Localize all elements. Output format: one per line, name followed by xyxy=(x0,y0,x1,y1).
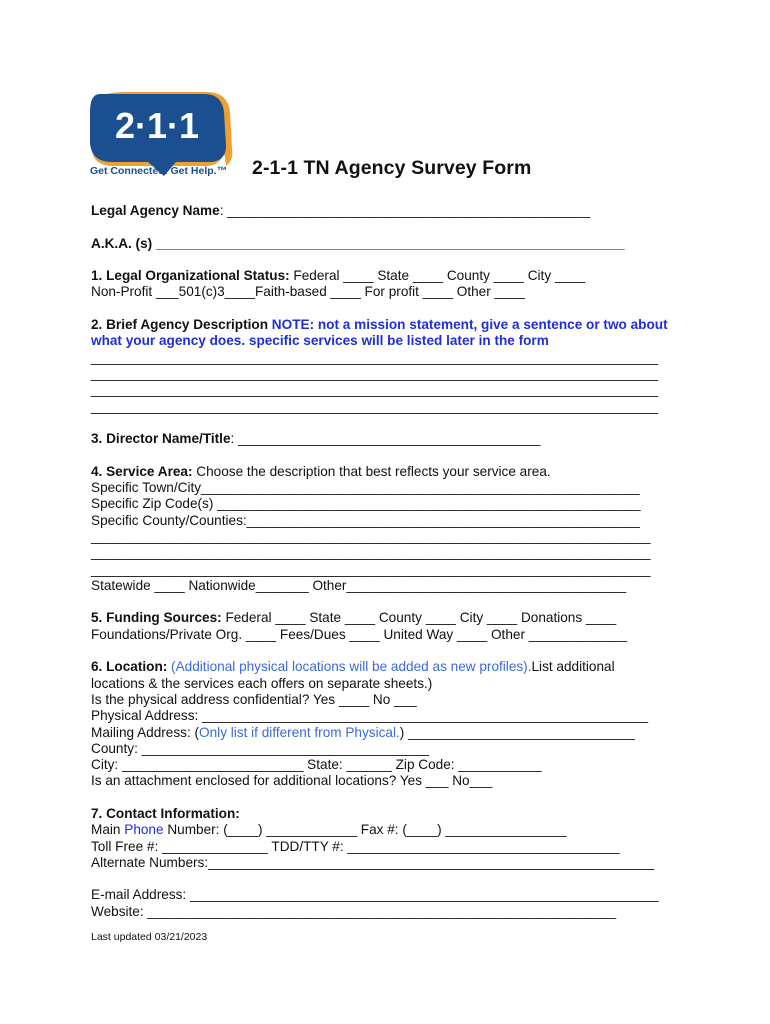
211-logo xyxy=(88,90,238,182)
funding-options-1[interactable]: Federal ____ State ____ County ____ City ____ Donations ____ xyxy=(221,610,617,626)
director-field[interactable]: : ________________________________________ xyxy=(230,431,541,447)
city-state-zip-field[interactable]: City: ________________________ State: ______ Zip Code: ___________ xyxy=(91,757,542,773)
last-updated: Last updated 03/21/2023 xyxy=(91,931,208,943)
status-line-2[interactable]: Non-Profit ___501(c)3____Faith-based ____ For profit ____ Other ____ xyxy=(91,284,525,300)
location-note: (Additional physical locations will be added as new profiles). xyxy=(167,659,532,675)
location-line-2: locations & the services each offers on separate sheets.) xyxy=(91,675,433,691)
description-label: 2. Brief Agency Description xyxy=(91,317,269,333)
mailing-address-line[interactable] xyxy=(91,725,751,741)
status-options-1[interactable]: Federal ____ State ____ County ____ City ____ xyxy=(289,268,586,284)
mailing-field[interactable]: ) ______________________________ xyxy=(399,724,635,740)
alternate-numbers-field[interactable]: Alternate Numbers:___________________________________________________________ xyxy=(91,854,655,870)
description-line-1 xyxy=(91,317,751,333)
email-field[interactable]: E-mail Address: ______________________________________________________________ xyxy=(91,887,659,903)
mailing-pre: Mailing Address: ( xyxy=(91,724,200,740)
main-phone-word: Phone xyxy=(124,822,164,838)
legal-name-field[interactable]: : ________________________________________________ xyxy=(219,203,591,218)
service-area-desc: Choose the description that best reflects your service area. xyxy=(192,463,551,479)
aka-line[interactable]: A.K.A. (s) ______________________________________________________________ xyxy=(91,235,625,251)
location-line-1 xyxy=(91,659,751,675)
logo-tagline: Get Connected. Get Help.™ xyxy=(90,165,228,177)
status-label: 1. Legal Organizational Status: xyxy=(91,268,290,284)
logo-number: 2·1·1 xyxy=(114,105,200,146)
service-town-field[interactable]: Specific Town/City__________________________________________________________ xyxy=(91,480,640,496)
service-area-label: 4. Service Area: xyxy=(91,463,193,479)
location-after-note: List additional xyxy=(531,659,615,675)
service-statewide-line[interactable]: Statewide ____ Nationwide_______ Other_____________________________________ xyxy=(91,577,627,593)
description-note-2: what your agency does. specific services will be listed later in the form xyxy=(91,333,549,349)
funding-label: 5. Funding Sources: xyxy=(91,610,222,626)
legal-name-label: Legal Agency Name xyxy=(91,203,220,218)
main-pre: Main xyxy=(91,822,125,838)
description-note: NOTE: not a mission statement, give a sentence or two about xyxy=(268,317,668,333)
main-phone-line[interactable] xyxy=(91,822,751,838)
confidential-line[interactable]: Is the physical address confidential? Yes ____ No ___ xyxy=(91,691,417,707)
description-blank-1[interactable]: ___________________________________________________________________________ xyxy=(91,349,659,365)
service-zip-field[interactable]: Specific Zip Code(s) ________________________________________________________ xyxy=(91,496,641,512)
service-area-line xyxy=(91,464,751,480)
funding-line-1[interactable] xyxy=(91,610,751,626)
toll-free-field[interactable]: Toll Free #: ______________ TDD/TTY #: ____________________________________ xyxy=(91,838,620,854)
county-field[interactable]: County: ______________________________________ xyxy=(91,740,429,756)
description-blank-2[interactable]: ___________________________________________________________________________ xyxy=(91,365,659,381)
main-phone-field[interactable]: Number: (____) ____________ Fax #: (____) ________________ xyxy=(163,822,567,838)
contact-label: 7. Contact Information: xyxy=(91,805,240,821)
location-label: 6. Location: xyxy=(91,659,168,675)
mailing-note: Only list if different from Physical. xyxy=(199,724,400,740)
description-blank-3[interactable]: ___________________________________________________________________________ xyxy=(91,382,659,398)
attachment-line[interactable]: Is an attachment enclosed for additional locations? Yes ___ No___ xyxy=(91,773,493,789)
funding-line-2[interactable]: Foundations/Private Org. ____ Fees/Dues ____ United Way ____ Other _____________ xyxy=(91,626,628,642)
service-blank-3[interactable]: __________________________________________________________________________ xyxy=(91,561,651,577)
service-county-field[interactable]: Specific County/Counties:____________________________________________________ xyxy=(91,512,640,528)
legal-name-line[interactable] xyxy=(91,203,751,219)
director-label: 3. Director Name/Title xyxy=(91,431,231,447)
description-blank-4[interactable]: ___________________________________________________________________________ xyxy=(91,398,659,414)
service-blank-2[interactable]: __________________________________________________________________________ xyxy=(91,545,651,561)
physical-address-field[interactable]: Physical Address: ___________________________________________________________ xyxy=(91,708,649,724)
service-blank-1[interactable]: __________________________________________________________________________ xyxy=(91,528,651,544)
speech-bubble-logo-icon xyxy=(88,90,238,182)
status-line-1[interactable] xyxy=(91,268,751,284)
form-body xyxy=(91,203,751,920)
director-line[interactable] xyxy=(91,431,751,447)
website-field[interactable]: Website: ______________________________________________________________ xyxy=(91,903,617,919)
form-title: 2-1-1 TN Agency Survey Form xyxy=(252,157,532,179)
